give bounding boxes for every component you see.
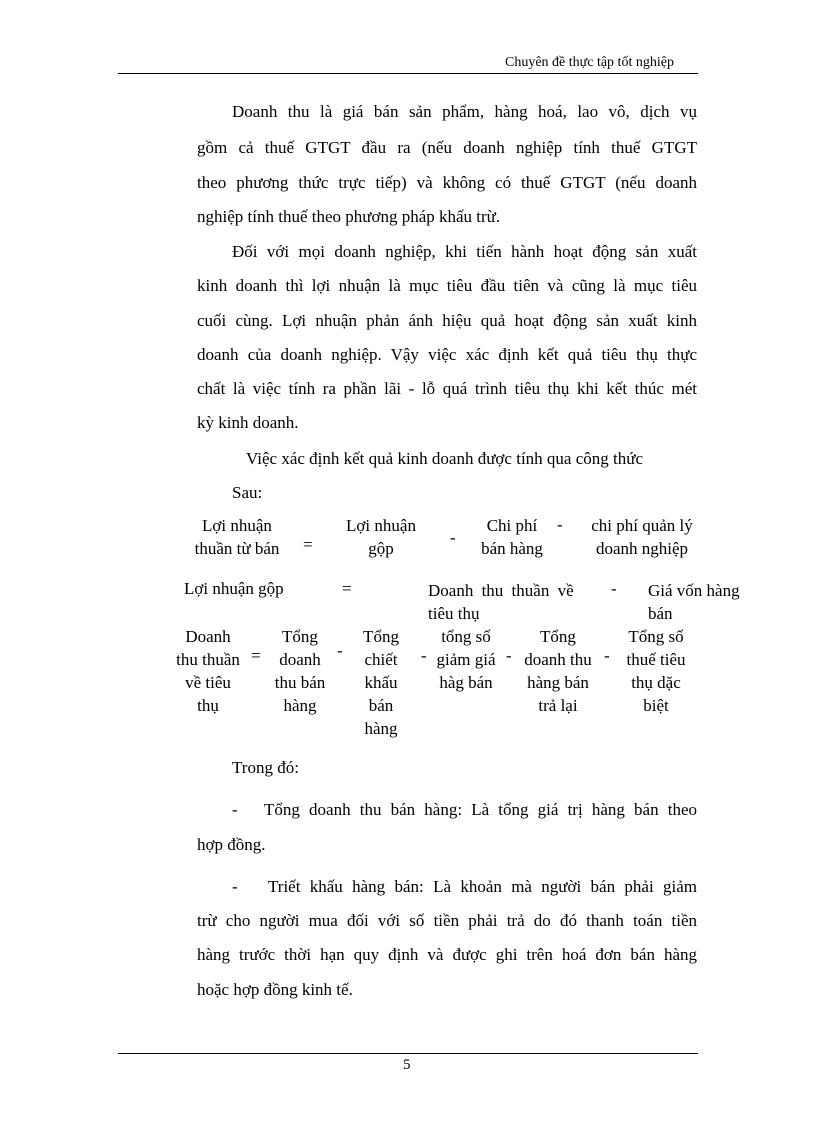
bullet2-line: hàng trước thời hạn quy định và được ghi trên hoá đơn bán hàng bbox=[197, 945, 697, 964]
f3-minus: - bbox=[337, 641, 343, 660]
f3-lhs: Doanh thu thuần về tiêu thụ bbox=[176, 627, 240, 715]
bullet-dash: - bbox=[232, 877, 238, 896]
f2-minus: - bbox=[611, 579, 617, 598]
page-number: 5 bbox=[403, 1057, 411, 1073]
para2-line: Đối với mọi doanh nghiệp, khi tiến hành hoạt động sản xuất bbox=[232, 242, 697, 261]
para1-line: Doanh thu là giá bán sản phẩm, hàng hoá, lao vô, dịch vụ bbox=[232, 102, 697, 121]
header-rule bbox=[118, 73, 698, 74]
f2-term1: Doanh thu thuần về tiêu thụ bbox=[428, 581, 574, 623]
f1-minus: - bbox=[557, 515, 563, 534]
f3-term: tổng số giảm giá hàg bán bbox=[436, 627, 496, 692]
f2-term2: Giá vốn hàng bán bbox=[648, 581, 740, 623]
bullet1-line: hợp đồng. bbox=[197, 835, 266, 854]
header-title: Chuyên đề thực tập tốt nghiệp bbox=[505, 55, 674, 70]
f1-term3: chi phí quản lý doanh nghiệp bbox=[591, 516, 693, 558]
para1-line: theo phương thức trực tiếp) và không có thuế GTGT (nếu doanh bbox=[197, 173, 697, 192]
f1-lhs: Lợi nhuận thuần từ bán bbox=[194, 516, 280, 558]
para2-line: kỳ kinh doanh. bbox=[197, 413, 299, 432]
f3-term: Tổng chiết khấu bán hàng bbox=[363, 627, 399, 738]
bullet2-line: hoặc hợp đồng kinh tế. bbox=[197, 980, 353, 999]
f3-minus: - bbox=[506, 646, 512, 665]
f1-equals: = bbox=[303, 535, 313, 554]
para1-line: nghiệp tính thuế theo phương pháp khấu trừ. bbox=[197, 207, 501, 226]
bullet2-line: trừ cho người mua đối với số tiền phải trả do đó thanh toán tiền bbox=[197, 911, 697, 930]
trong-do-label: Trong đó: bbox=[232, 758, 299, 777]
f1-minus: - bbox=[450, 528, 456, 547]
para2-line: cuối cùng. Lợi nhuận phản ánh hiệu quả hoạt động sản xuất kinh bbox=[197, 311, 697, 330]
f3-term: Tổng doanh thu hàng bán trả lại bbox=[524, 627, 592, 715]
para2-line: doanh của doanh nghiệp. Vậy việc xác định kết quả tiêu thụ thực bbox=[197, 345, 697, 364]
f3-term: Tổng số thuế tiêu thụ dặc biệt bbox=[626, 627, 686, 715]
footer-rule bbox=[118, 1053, 698, 1054]
f3-minus: - bbox=[421, 646, 427, 665]
f3-minus: - bbox=[604, 646, 610, 665]
f1-term1: Lợi nhuận gộp bbox=[346, 516, 416, 558]
para3-line: Việc xác định kết quả kinh doanh được tính qua công thức bbox=[246, 449, 643, 468]
bullet-dash: - bbox=[232, 800, 238, 819]
bullet1-line: Tổng doanh thu bán hàng: Là tổng giá trị hàng bán theo bbox=[264, 800, 697, 819]
para2-line: chất là việc tính ra phần lãi - lỗ quá trình tiêu thụ khi kết thúc mét bbox=[197, 379, 697, 398]
para1-line: gồm cả thuế GTGT đầu ra (nếu doanh nghiệp tính thuế GTGT bbox=[197, 138, 697, 157]
f2-lhs: Lợi nhuận gộp bbox=[184, 579, 284, 598]
bullet2-line: Triết khấu hàng bán: Là khoản mà người bán phải giảm bbox=[268, 877, 697, 896]
f3-term: Tổng doanh thu bán hàng bbox=[274, 627, 326, 715]
f2-equals: = bbox=[342, 579, 352, 598]
para2-line: kinh doanh thì lợi nhuận là mục tiêu đầu tiên và cũng là mục tiêu bbox=[197, 276, 697, 295]
f3-equals: = bbox=[251, 646, 261, 665]
para3-line: Sau: bbox=[232, 483, 263, 502]
f1-term2: Chi phí bán hàng bbox=[481, 516, 543, 558]
